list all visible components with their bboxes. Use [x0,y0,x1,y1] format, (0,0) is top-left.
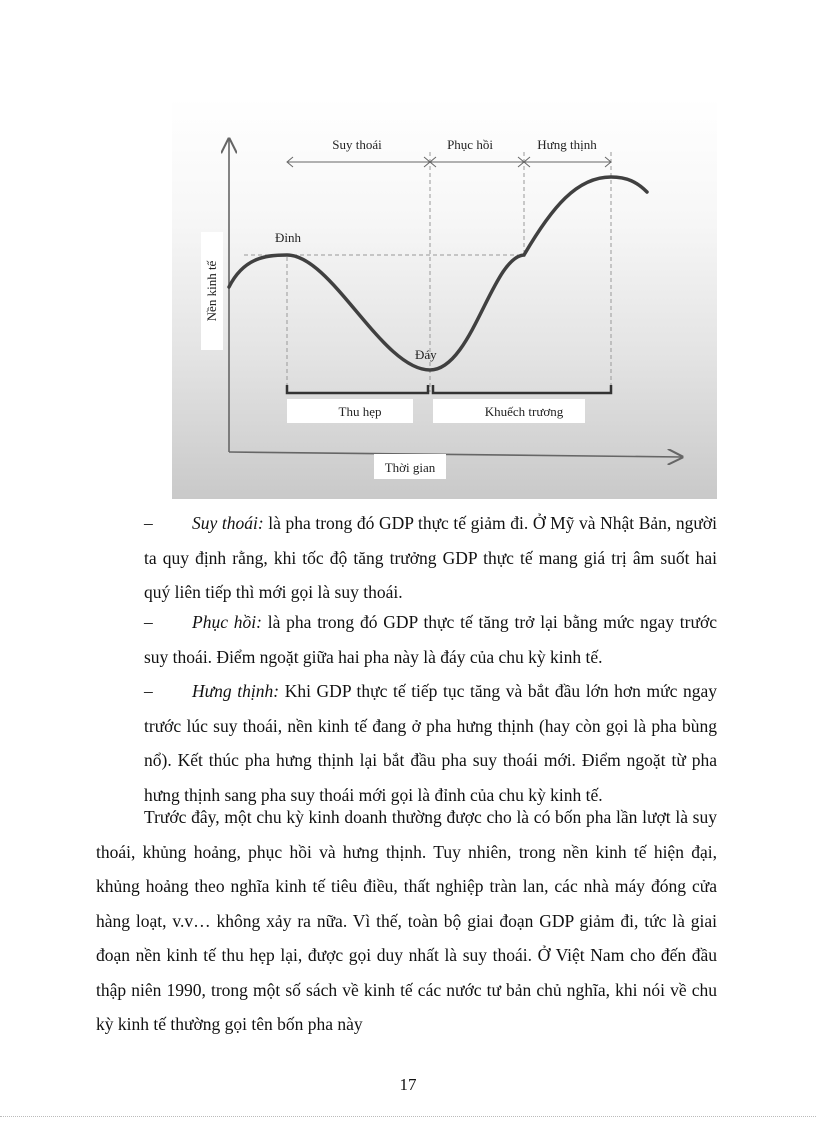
dash-marker: – [144,612,153,632]
y-axis-label: Nền kinh tế [204,260,219,322]
text-suy-thoai: là pha trong đó GDP thực tế giảm đi. Ở Mỹ và Nhật Bản, người ta quy định rằng, khi tốc độ tăng trưởng GDP thực tế mang giá trị âm suốt hai quý liên tiếp thì mới gọi là suy thoái. [144,513,717,602]
expansion-bracket [433,385,611,393]
narrowing-label: Thu hẹp [338,404,382,419]
business-cycle-diagram [172,97,717,499]
phase-recovery-label: Phục hồi [447,137,493,152]
bottom-dotted-rule [0,1116,816,1117]
paragraph-phuc-hoi [144,605,717,674]
phase-boom-label: Hưng thịnh [537,137,597,152]
term-suy-thoai: Suy thoái: [192,513,264,533]
text-phuc-hoi: là pha trong đó GDP thực tế tăng trở lại bằng mức ngay trước suy thoái. Điểm ngoặt giữa hai pha này là đáy của chu kỳ kinh tế. [144,612,717,667]
expansion-label: Khuếch trương [484,404,564,419]
phase-contraction-label: Suy thoái [332,137,382,152]
paragraph-hung-thinh [144,674,717,812]
paragraph-body: Trước đây, một chu kỳ kinh doanh thường được cho là có bốn pha lần lượt là suy thoái, khủng hoảng, phục hồi và hưng thịnh. Tuy nhiên, trong nền kinh tế hiện đại, khủng hoảng theo nghĩa kinh tế tiêu điều, thất nghiệp tràn lan, các nhà máy đóng cửa hàng loạt, v.v… không xảy ra nữa. Vì thế, toàn bộ giai đoạn GDP giảm đi, tức là giai đoạn nền kinh tế thu hẹp lại, được gọi duy nhất là suy thoái. Ở Việt Nam cho đến đầu thập niên 1990, trong một số sách về kinh tế các nước tư bản chủ nghĩa, khi nói về chu kỳ kinh tế thường gọi tên bốn pha này [96,807,717,1034]
x-axis-label: Thời gian [384,460,436,475]
term-hung-thinh: Hưng thịnh: [192,681,280,701]
page-number: 17 [399,1075,417,1094]
text-hung-thinh: Khi GDP thực tế tiếp tục tăng và bắt đầu lớn hơn mức ngay trước lúc suy thoái, nền kinh tế đang ở pha hưng thịnh (hay còn gọi là pha bùng nổ). Kết thúc pha hưng thịnh lại bắt đầu pha suy thoái mới. Điểm ngoặt từ pha hưng thịnh sang pha suy thoái mới gọi là đỉnh của chu kỳ kinh tế. [144,681,717,805]
cycle-curve [229,177,647,370]
peak-label: Đỉnh [275,230,301,245]
business-cycle-figure [172,97,717,499]
narrowing-bracket [287,385,428,393]
term-phuc-hoi: Phục hồi: [192,612,262,632]
dash-marker: – [144,681,153,701]
paragraph-suy-thoai [144,506,717,610]
dash-marker: – [144,513,153,533]
x-axis [229,452,682,457]
trough-label: Đáy [415,347,437,362]
